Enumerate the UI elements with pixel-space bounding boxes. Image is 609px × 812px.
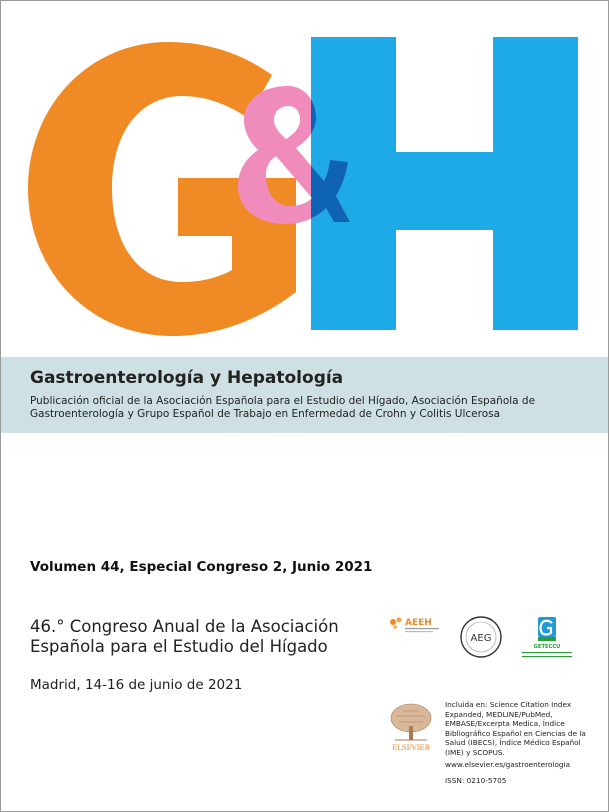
journal-title: Gastroenterología y Hepatología	[30, 368, 344, 388]
volume-line: Volumen 44, Especial Congreso 2, Junio 2021	[30, 559, 373, 575]
geteccu-logo	[516, 615, 576, 665]
place-date: Madrid, 14-16 de junio de 2021	[30, 677, 243, 693]
journal-subtitle: Publicación oficial de la Asociación Española para el Estudio del Hígado, Asociación Española de Gastroenterología y Grupo Español de Trabajo en Enfermedad de Crohn y Colitis Ulcerosa	[30, 395, 536, 420]
journal-url[interactable]: www.elsevier.es/gastroenterologia	[445, 760, 571, 769]
indexing-note: Incluida en: Science Citation Index Expanded, MEDLINE/PubMed, EMBASE/Excerpta Medica, Índice Bibliográfico Español en Ciencias de la Salud (IBECS), Índice Médico Español (IME) y SCOPUS.	[445, 700, 586, 757]
gh-logo	[0, 0, 609, 360]
aeeh-logo	[386, 612, 444, 638]
congress-title: 46.° Congreso Anual de la Asociación Española para el Estudio del Hígado	[30, 617, 339, 656]
aeeh-label: AEEH	[405, 618, 432, 628]
elsevier-tree-logo	[385, 700, 437, 752]
aeg-logo	[452, 612, 510, 662]
letter-h-shape	[311, 37, 578, 330]
aeg-label: AEG	[470, 633, 492, 644]
elsevier-label: ELSEVIER	[392, 744, 430, 752]
geteccu-label: GETECCU	[533, 644, 561, 650]
issn-line: ISSN: 0210-5705	[445, 776, 507, 785]
